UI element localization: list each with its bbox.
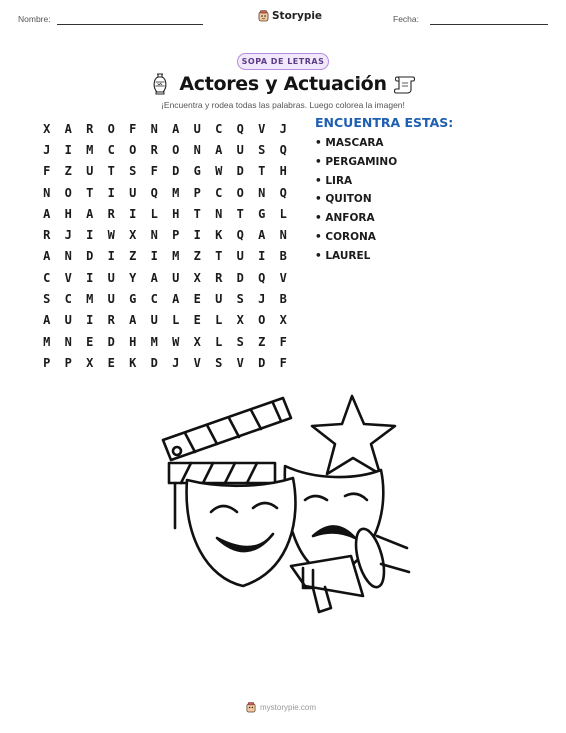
grid-letter[interactable]: A [215, 142, 223, 157]
grid-row [36, 118, 294, 139]
grid-letter[interactable]: J [279, 121, 287, 136]
word-list-item: • PERGAMINO [315, 155, 398, 168]
grid-letter[interactable]: H [172, 206, 180, 221]
activity-badge: SOPA DE LETRAS [237, 53, 329, 70]
grid-letter[interactable]: X [86, 355, 94, 370]
grid-letter[interactable]: R [150, 142, 158, 157]
grid-letter[interactable]: M [86, 292, 94, 307]
grid-letter[interactable]: P [64, 355, 72, 370]
grid-letter[interactable]: L [172, 313, 180, 328]
grid-letter[interactable]: G [193, 164, 201, 179]
brand-logo [258, 10, 322, 22]
grid-letter[interactable]: B [279, 249, 287, 264]
grid-letter[interactable]: X [279, 313, 287, 328]
word-list [315, 115, 453, 266]
grid-letter[interactable]: A [172, 292, 180, 307]
grid-letter[interactable]: S [43, 292, 51, 307]
grid-letter[interactable]: T [258, 164, 266, 179]
grid-row [36, 224, 294, 245]
name-label: Nombre: [18, 14, 51, 24]
instructions-text: ¡Encuentra y rodea todas las palabras. Luego colorea la imagen! [161, 100, 405, 110]
grid-letter[interactable]: D [236, 270, 244, 285]
grid-letter[interactable]: E [86, 334, 94, 349]
grid-letter[interactable]: L [279, 206, 287, 221]
grid-letter[interactable]: R [86, 121, 94, 136]
grid-letter[interactable]: F [279, 334, 287, 349]
grid-letter[interactable]: Z [64, 164, 72, 179]
grid-letter[interactable]: O [258, 313, 266, 328]
grid-letter[interactable]: Q [150, 185, 158, 200]
grid-letter[interactable]: C [215, 185, 223, 200]
grid-letter[interactable]: I [107, 249, 115, 264]
footer-url[interactable]: mystorypie.com [260, 703, 317, 712]
storypie-mascot-icon [258, 10, 269, 22]
grid-row [36, 267, 294, 288]
grid-letter[interactable]: V [193, 355, 201, 370]
grid-letter[interactable]: F [279, 355, 287, 370]
grid-row [36, 182, 294, 203]
grid-letter[interactable]: P [172, 228, 180, 243]
grid-letter[interactable]: J [258, 292, 266, 307]
grid-letter[interactable]: T [86, 185, 94, 200]
grid-letter[interactable]: U [107, 270, 115, 285]
grid-letter[interactable]: Q [236, 228, 244, 243]
grid-letter[interactable]: T [236, 206, 244, 221]
grid-letter[interactable]: M [150, 334, 158, 349]
comedy-mask-icon [187, 478, 296, 586]
scroll-parchment-icon [393, 74, 417, 94]
grid-letter[interactable]: A [43, 313, 51, 328]
grid-letter[interactable]: N [258, 185, 266, 200]
grid-letter[interactable]: C [107, 142, 115, 157]
grid-letter[interactable]: N [64, 249, 72, 264]
grid-letter[interactable]: P [193, 185, 201, 200]
grid-row [36, 288, 294, 309]
grid-letter[interactable]: Q [258, 270, 266, 285]
grid-letter[interactable]: H [129, 334, 137, 349]
grid-letter[interactable]: R [215, 270, 223, 285]
grid-letter[interactable]: U [107, 292, 115, 307]
grid-letter[interactable]: C [43, 270, 51, 285]
grid-letter[interactable]: C [64, 292, 72, 307]
grid-letter[interactable]: U [64, 313, 72, 328]
grid-letter[interactable]: A [172, 121, 180, 136]
grid-letter[interactable]: I [150, 249, 158, 264]
grid-row [36, 331, 294, 352]
grid-letter[interactable]: I [129, 206, 137, 221]
grid-letter[interactable]: A [129, 313, 137, 328]
grid-letter[interactable]: Y [129, 270, 137, 285]
grid-letter[interactable]: D [107, 334, 115, 349]
grid-letter[interactable]: M [172, 185, 180, 200]
grid-letter[interactable]: N [150, 228, 158, 243]
theater-coloring-illustration[interactable] [155, 388, 415, 628]
grid-letter[interactable]: F [129, 121, 137, 136]
grid-letter[interactable]: K [215, 228, 223, 243]
grid-letter[interactable]: U [193, 121, 201, 136]
grid-letter[interactable]: X [236, 313, 244, 328]
grid-letter[interactable]: I [86, 270, 94, 285]
brand-name: Storypie [272, 10, 323, 22]
grid-letter[interactable]: Z [193, 249, 201, 264]
grid-letter[interactable]: J [43, 142, 51, 157]
grid-letter[interactable]: V [64, 270, 72, 285]
grid-letter[interactable]: W [215, 164, 223, 179]
grid-letter[interactable]: W [172, 334, 180, 349]
grid-letter[interactable]: S [236, 292, 244, 307]
grid-row [36, 310, 294, 331]
grid-letter[interactable]: U [215, 292, 223, 307]
grid-row [36, 161, 294, 182]
grid-letter[interactable]: O [172, 142, 180, 157]
word-list-item: • QUITON [315, 193, 372, 206]
star-icon [312, 396, 395, 474]
grid-letter[interactable]: F [150, 164, 158, 179]
word-list-item: • ANFORA [315, 212, 375, 225]
grid-letter[interactable]: E [193, 292, 201, 307]
grid-letter[interactable]: A [150, 270, 158, 285]
grid-letter[interactable]: B [279, 292, 287, 307]
word-list-item: • LIRA [315, 174, 353, 187]
grid-letter[interactable]: D [258, 355, 266, 370]
grid-letter[interactable]: N [215, 206, 223, 221]
grid-letter[interactable]: E [107, 355, 115, 370]
word-list-title: ENCUENTRA ESTAS: [315, 115, 454, 130]
grid-letter[interactable]: J [172, 355, 180, 370]
grid-row [36, 203, 294, 224]
grid-letter[interactable]: K [129, 355, 137, 370]
grid-letter[interactable]: X [193, 270, 201, 285]
grid-letter[interactable]: X [43, 121, 51, 136]
grid-letter[interactable]: A [43, 249, 51, 264]
word-list-item: • CORONA [315, 230, 376, 243]
grid-letter[interactable]: N [279, 228, 287, 243]
date-field-line[interactable] [430, 24, 548, 25]
grid-letter[interactable]: W [107, 228, 115, 243]
grid-letter[interactable]: Z [258, 334, 266, 349]
grid-letter[interactable]: H [279, 164, 287, 179]
page-title: Actores y Actuación [179, 73, 387, 95]
grid-letter[interactable]: G [258, 206, 266, 221]
grid-letter[interactable]: X [193, 334, 201, 349]
grid-letter[interactable]: F [43, 164, 51, 179]
grid-letter[interactable]: T [215, 249, 223, 264]
grid-row [36, 246, 294, 267]
grid-letter[interactable]: R [43, 228, 51, 243]
grid-letter[interactable]: G [129, 292, 137, 307]
word-search-grid[interactable] [36, 118, 294, 374]
grid-letter[interactable]: A [86, 206, 94, 221]
grid-letter[interactable]: I [86, 313, 94, 328]
grid-letter[interactable]: X [129, 228, 137, 243]
grid-letter[interactable]: U [150, 313, 158, 328]
grid-letter[interactable]: V [258, 121, 266, 136]
grid-letter[interactable]: L [150, 206, 158, 221]
grid-letter[interactable]: L [215, 334, 223, 349]
grid-letter[interactable]: N [64, 334, 72, 349]
word-list-item: • MASCARA [315, 137, 384, 149]
grid-letter[interactable]: L [215, 313, 223, 328]
grid-letter[interactable]: C [215, 121, 223, 136]
word-list-item: • LAUREL [315, 249, 371, 262]
grid-letter[interactable]: S [129, 164, 137, 179]
name-field-line[interactable] [57, 24, 203, 25]
grid-letter[interactable]: A [258, 228, 266, 243]
grid-letter[interactable]: I [64, 142, 72, 157]
grid-letter[interactable]: I [107, 185, 115, 200]
grid-letter[interactable]: T [193, 206, 201, 221]
grid-letter[interactable]: I [258, 249, 266, 264]
grid-letter[interactable]: O [236, 185, 244, 200]
grid-letter[interactable]: T [107, 164, 115, 179]
grid-letter[interactable]: N [43, 185, 51, 200]
grid-letter[interactable]: V [279, 270, 287, 285]
grid-row [36, 139, 294, 160]
storypie-mascot-icon [246, 702, 256, 713]
grid-letter[interactable]: O [107, 121, 115, 136]
grid-letter[interactable]: I [193, 228, 201, 243]
grid-letter[interactable]: S [258, 142, 266, 157]
grid-letter[interactable]: M [43, 334, 51, 349]
grid-letter[interactable]: J [64, 228, 72, 243]
grid-letter[interactable]: U [86, 164, 94, 179]
grid-letter[interactable]: O [129, 142, 137, 157]
grid-letter[interactable]: A [64, 121, 72, 136]
grid-letter[interactable]: D [236, 164, 244, 179]
grid-letter[interactable]: E [193, 313, 201, 328]
grid-letter[interactable]: Q [279, 185, 287, 200]
grid-letter[interactable]: O [64, 185, 72, 200]
grid-letter[interactable]: U [172, 270, 180, 285]
grid-letter[interactable]: U [236, 142, 244, 157]
grid-letter[interactable]: A [43, 206, 51, 221]
grid-letter[interactable]: D [86, 249, 94, 264]
grid-letter[interactable]: S [236, 334, 244, 349]
grid-letter[interactable]: V [236, 355, 244, 370]
grid-letter[interactable]: Z [129, 249, 137, 264]
grid-letter[interactable]: N [193, 142, 201, 157]
grid-letter[interactable]: P [43, 355, 51, 370]
grid-letter[interactable]: Q [279, 142, 287, 157]
grid-letter[interactable]: C [150, 292, 158, 307]
grid-letter[interactable]: I [86, 228, 94, 243]
footer-brand [246, 702, 316, 713]
date-label: Fecha: [393, 14, 419, 24]
grid-letter[interactable]: U [236, 249, 244, 264]
grid-letter[interactable]: S [215, 355, 223, 370]
grid-letter[interactable]: D [172, 164, 180, 179]
grid-letter[interactable]: R [107, 206, 115, 221]
grid-letter[interactable]: M [86, 142, 94, 157]
grid-letter[interactable]: Q [236, 121, 244, 136]
grid-letter[interactable]: H [64, 206, 72, 221]
grid-letter[interactable]: N [150, 121, 158, 136]
grid-letter[interactable]: U [129, 185, 137, 200]
grid-row [36, 352, 294, 373]
grid-letter[interactable]: D [150, 355, 158, 370]
grid-letter[interactable]: M [172, 249, 180, 264]
grid-letter[interactable]: R [107, 313, 115, 328]
